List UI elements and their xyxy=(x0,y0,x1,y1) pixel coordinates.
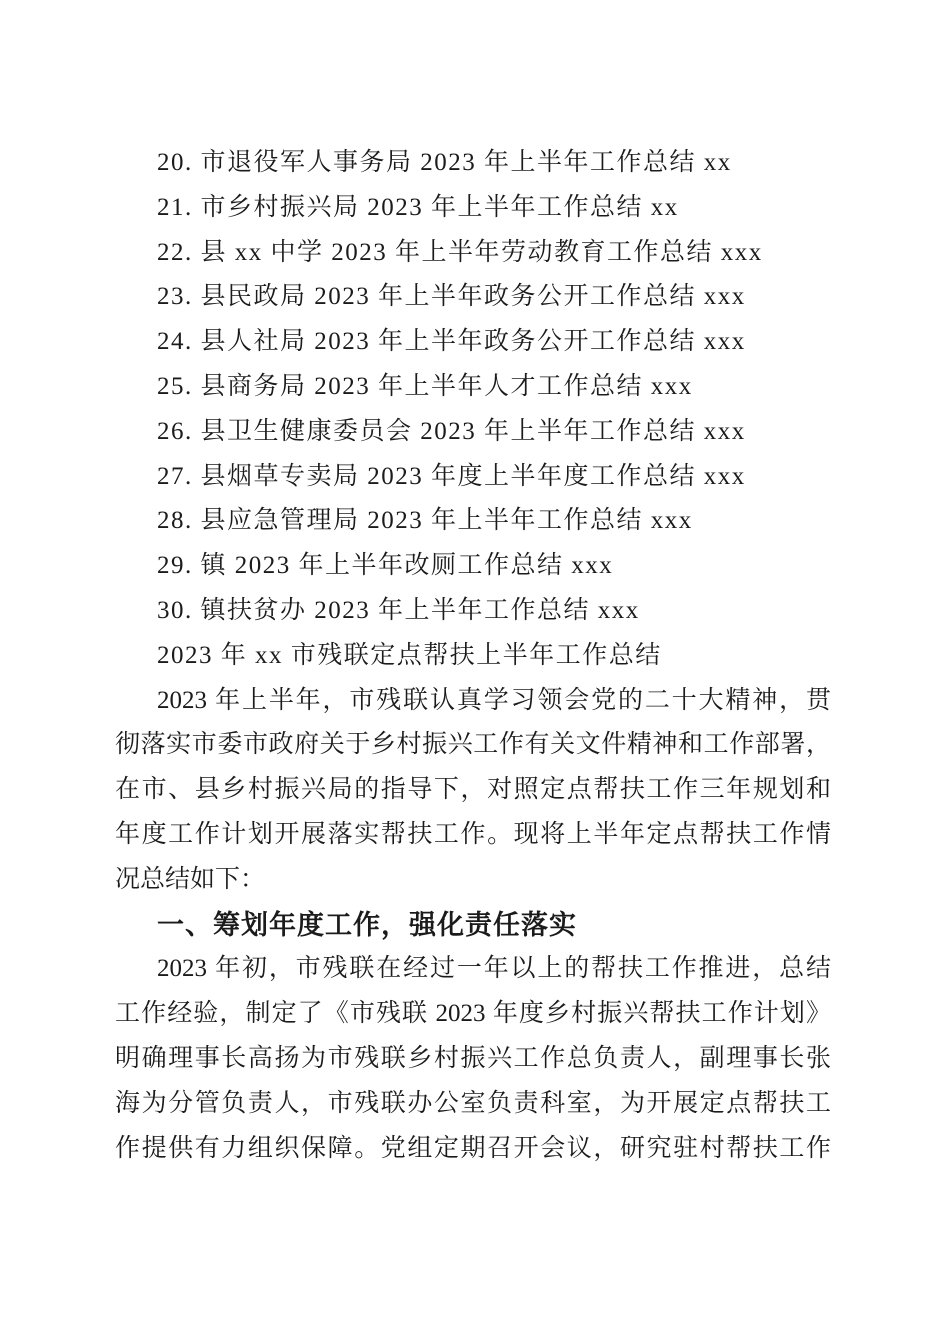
article-title: 2023 年 xx 市残联定点帮扶上半年工作总结 xyxy=(157,641,662,669)
toc-item: 27. 县烟草专卖局 2023 年度上半年度工作总结 xxx xyxy=(157,462,746,490)
toc-item: 25. 县商务局 2023 年上半年人才工作总结 xxx xyxy=(157,372,693,400)
document-content xyxy=(115,141,831,1171)
toc-item: 22. 县 xx 中学 2023 年上半年劳动教育工作总结 xxx xyxy=(157,238,763,266)
intro-paragraph-line: 况总结如下： xyxy=(115,865,266,893)
section-heading: 一、筹划年度工作，强化责任落实 xyxy=(157,909,577,940)
toc-item: 23. 县民政局 2023 年上半年政务公开工作总结 xxx xyxy=(157,283,746,311)
toc-item: 29. 镇 2023 年上半年改厕工作总结 xxx xyxy=(157,552,614,580)
intro-paragraph-line: 年度工作计划开展落实帮扶工作。现将上半年定点帮扶工作情 xyxy=(115,820,831,848)
body-paragraph-line: 工作经验，制定了《市残联 2023 年度乡村振兴帮扶工作计划》 xyxy=(115,1000,831,1028)
toc-item: 30. 镇扶贫办 2023 年上半年工作总结 xxx xyxy=(157,596,640,624)
body-paragraph-line: 2023 年初，市残联在经过一年以上的帮扶工作推进，总结 xyxy=(157,955,831,983)
toc-item: 21. 市乡村振兴局 2023 年上半年工作总结 xx xyxy=(157,193,679,221)
toc-item: 26. 县卫生健康委员会 2023 年上半年工作总结 xxx xyxy=(157,417,746,445)
toc-item: 20. 市退役军人事务局 2023 年上半年工作总结 xx xyxy=(157,149,732,176)
intro-paragraph-line: 在市、县乡村振兴局的指导下，对照定点帮扶工作三年规划和 xyxy=(115,776,831,804)
body-paragraph-line: 海为分管负责人，市残联办公室负责科室，为开展定点帮扶工 xyxy=(115,1089,831,1117)
toc-item: 28. 县应急管理局 2023 年上半年工作总结 xxx xyxy=(157,507,693,535)
body-paragraph-line: 作提供有力组织保障。党组定期召开会议，研究驻村帮扶工作 xyxy=(115,1134,831,1162)
toc-item: 24. 县人社局 2023 年上半年政务公开工作总结 xxx xyxy=(157,328,746,356)
intro-paragraph-line: 彻落实市委市政府关于乡村振兴工作有关文件精神和工作部署， xyxy=(115,731,831,759)
intro-paragraph-line: 2023 年上半年，市残联认真学习领会党的二十大精神，贯 xyxy=(157,686,831,714)
body-paragraph-line: 明确理事长高扬为市残联乡村振兴工作总负责人，副理事长张 xyxy=(115,1044,831,1072)
